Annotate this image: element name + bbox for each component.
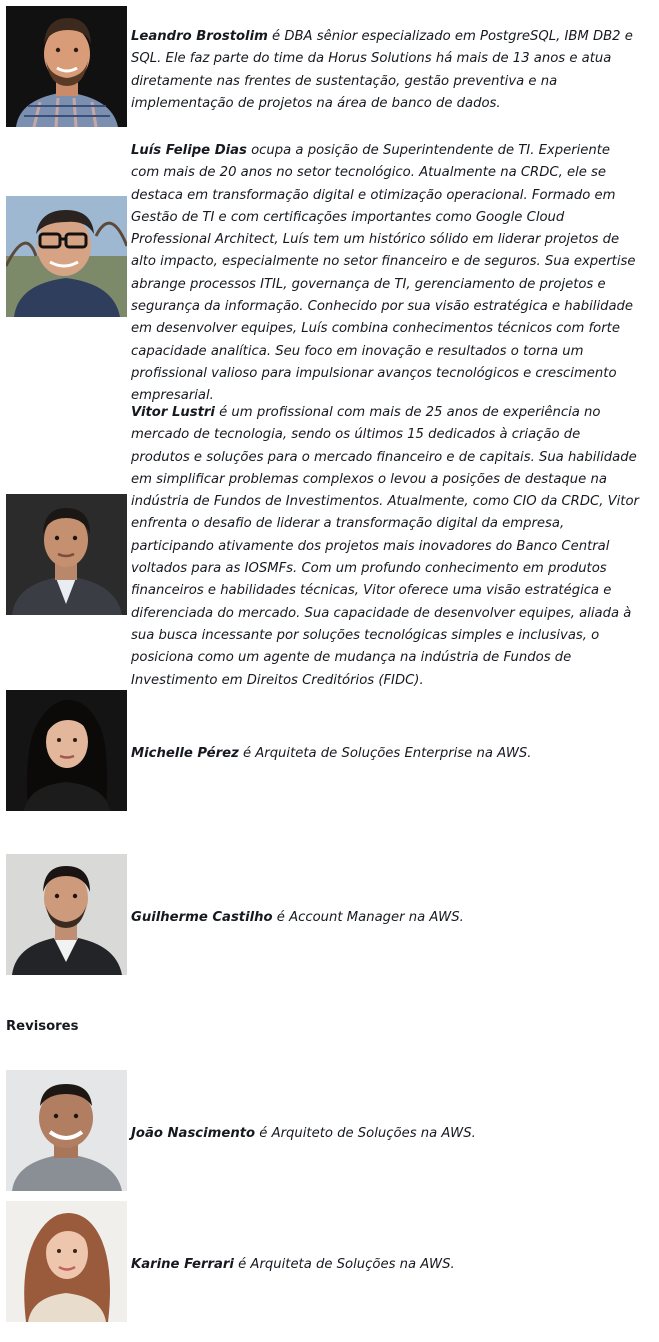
bio-text-karine	[131, 1254, 641, 1276]
bio-michelle	[6, 690, 646, 814]
contributor-name: Michelle Pérez	[131, 746, 239, 761]
photo-joao	[6, 1070, 127, 1191]
contributor-description: é DBA sênior especializado em PostgreSQL, IBM DB2 e SQL. Ele faz parte do time da Horus Solutions há mais de 13 anos e atua diretamente nas frentes de sustentação, gestão preventiva e na implementação de projetos na área de banco de dados.	[131, 29, 633, 111]
contributor-description: é um profissional com mais de 25 anos de experiência no mercado de tecnologia, sendo os últimos 15 dedicados à criação de produtos e soluções para o mercado financeiro e de capitais. Sua habilidade em simplificar problemas complexos o levou a posições de destaque na indústria de Fundos de Investimentos. Atualmente, como CIO da CRDC, Vitor enfrenta o desafio de liderar a transformação digital da empresa, participando ativamente dos projetos mais inovadores do Banco Central voltados para as IOSMFs. Com um profundo conhecimento em produtos financeiros e habilidades técnicas, Vitor oferece uma visão estratégica e diferenciada do mercado. Sua capacidade de desenvolver equipes, aliada à sua busca incessante por soluções tecnológicas simples e inclusivas, o posiciona como um agente de mudança na indústria de Fundos de Investimento em Direitos Creditórios (FIDC).	[131, 405, 639, 688]
person-photo-icon	[6, 6, 127, 127]
contributor-description: ocupa a posição de Superintendente de TI. Experiente com mais de 20 anos no setor tecnológico. Atualmente na CRDC, ele se destaca em transformação digital e otimização operacional. Formado em Gestão de TI e com certificações importantes como Google Cloud Professional Architect, Luís tem um histórico sólido em liderar projetos de alto impacto, especialmente no setor financeiro e de seguros. Sua expertise abrange processos ITIL, governança de TI, gerenciamento de projetos e segurança da informação. Conhecido por sua visão estratégica e habilidade em desenvolver equipes, Luís combina conhecimentos técnicos com forte capacidade analítica. Seu foco em inovação e resultados o torna um profissional valioso para impulsionar avanços tecnológicos e crescimento empresarial.	[131, 143, 636, 404]
bio-text-leandro	[131, 26, 641, 115]
reviewer-name: João Nascimento	[131, 1126, 256, 1141]
bio-joao	[6, 1070, 646, 1194]
photo-luis	[6, 196, 127, 317]
person-photo-icon	[6, 1070, 127, 1191]
reviewers-heading: Revisores	[6, 1019, 79, 1034]
reviewer-description: é Arquiteta de Soluções na AWS.	[233, 1257, 455, 1272]
person-photo-icon	[6, 690, 127, 811]
person-photo-icon	[6, 494, 127, 615]
reviewer-name: Karine Ferrari	[131, 1257, 234, 1272]
photo-vitor	[6, 494, 127, 615]
bio-text-michelle	[131, 743, 641, 765]
bio-text-luis	[131, 140, 641, 408]
photo-leandro	[6, 6, 127, 127]
photo-michelle	[6, 690, 127, 811]
bio-text-vitor	[131, 402, 641, 692]
person-photo-icon	[6, 854, 127, 975]
bio-guilherme	[6, 854, 646, 978]
bio-leandro	[6, 6, 646, 130]
photo-karine	[6, 1201, 127, 1322]
bio-text-guilherme	[131, 907, 641, 929]
contributor-name: Leandro Brostolim	[131, 29, 268, 44]
person-photo-icon	[6, 1201, 127, 1322]
photo-guilherme	[6, 854, 127, 975]
reviewer-description: é Arquiteto de Soluções na AWS.	[255, 1126, 476, 1141]
bio-luis	[6, 138, 646, 404]
bio-karine	[6, 1201, 646, 1325]
bio-text-joao	[131, 1123, 641, 1145]
contributor-description: é Arquiteta de Soluções Enterprise na AWS.	[238, 746, 532, 761]
contributor-description: é Account Manager na AWS.	[272, 910, 464, 925]
bio-vitor	[6, 400, 646, 688]
person-photo-icon	[6, 196, 127, 317]
contributor-name: Luís Felipe Dias	[131, 143, 247, 158]
contributor-name: Guilherme Castilho	[131, 910, 273, 925]
contributor-name: Vitor Lustri	[131, 405, 215, 420]
